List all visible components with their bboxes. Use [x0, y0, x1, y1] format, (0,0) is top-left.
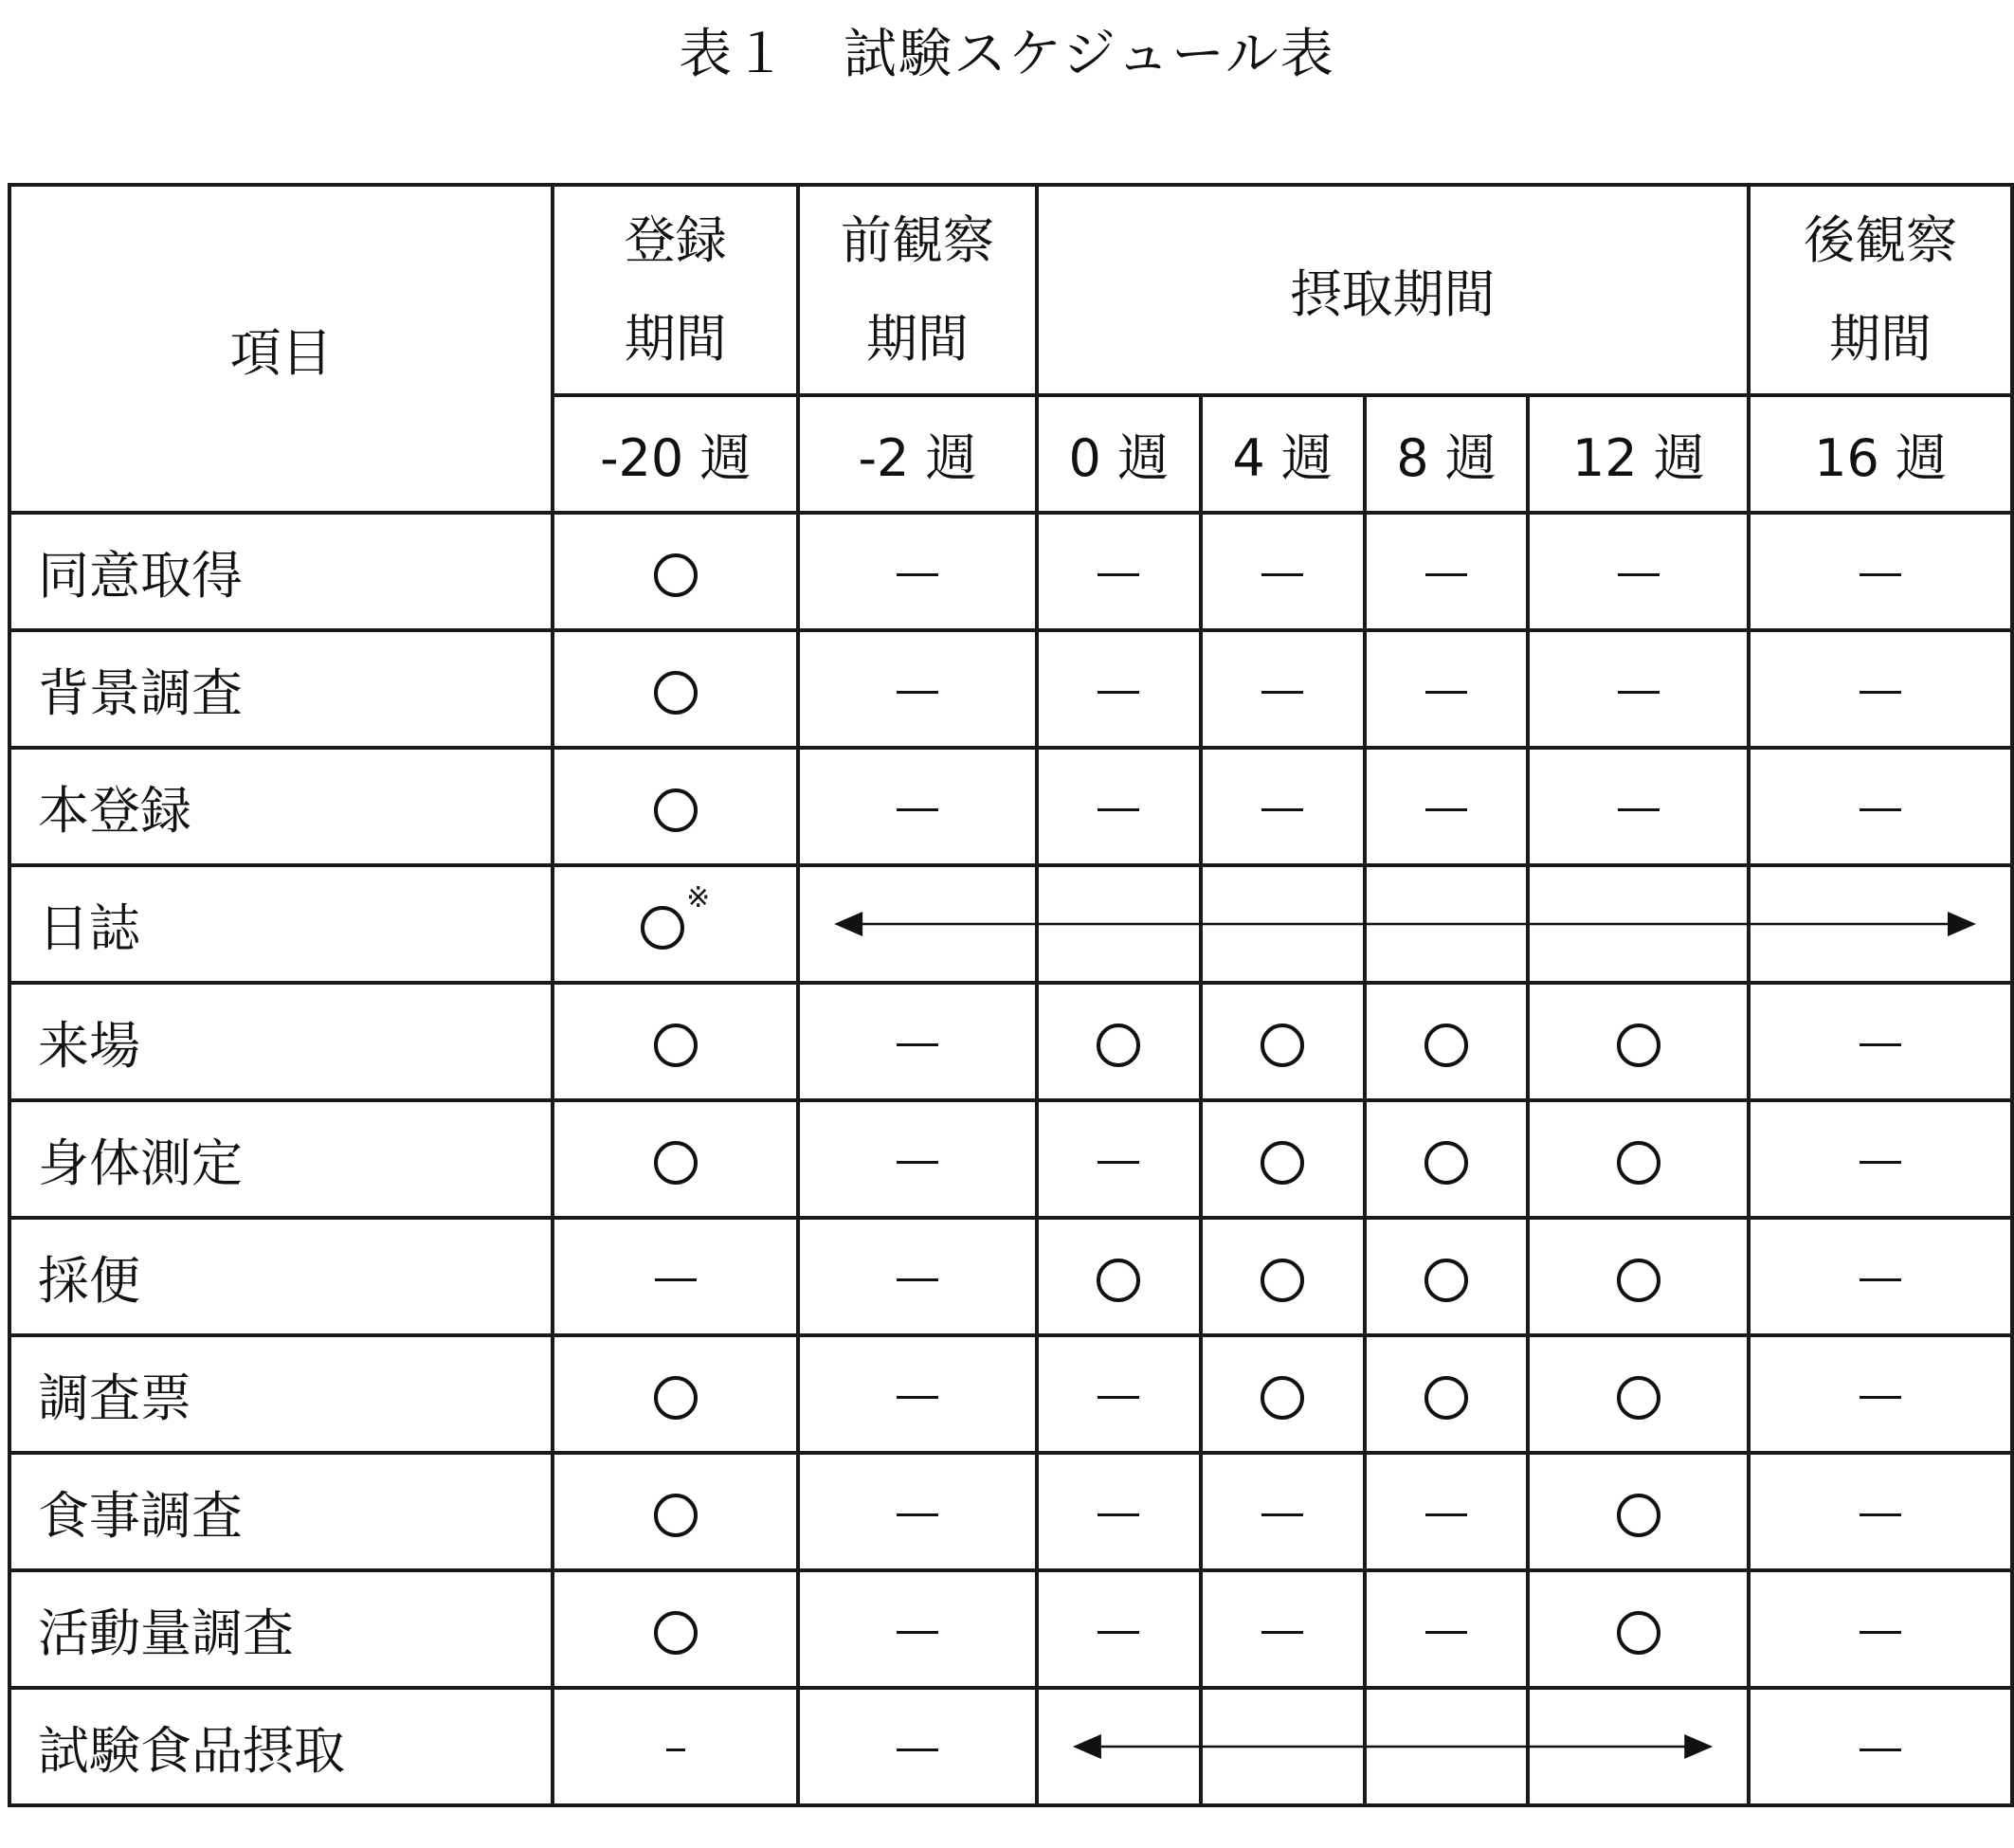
schedule-cell [1528, 1100, 1749, 1218]
schedule-cell [1749, 1335, 2012, 1453]
dash-mark-icon [897, 1396, 938, 1399]
schedule-cell [553, 513, 798, 630]
schedule-cell [553, 1570, 798, 1688]
header-week: 12 週 [1528, 395, 1749, 513]
schedule-cell [1528, 865, 1749, 983]
schedule-cell [553, 865, 798, 983]
schedule-cell [1037, 513, 1201, 630]
schedule-cell [1528, 983, 1749, 1100]
dash-mark-icon [1425, 808, 1467, 811]
schedule-cell [553, 1688, 798, 1805]
schedule-cell [1365, 1688, 1529, 1805]
circle-mark-icon [1424, 1259, 1468, 1302]
header-period-pre-observation [798, 185, 1037, 395]
dash-mark-icon [1425, 1513, 1467, 1516]
schedule-cell [1365, 1570, 1529, 1688]
header-period-line: 前観察 [841, 210, 995, 270]
schedule-cell [1201, 983, 1365, 1100]
circle-mark-icon [654, 1494, 698, 1537]
row-label: 調査票 [9, 1335, 553, 1453]
circle-mark-icon [1424, 1141, 1468, 1185]
row-label: 採便 [9, 1218, 553, 1335]
schedule-cell [553, 748, 798, 865]
row-label: 来場 [9, 983, 553, 1100]
schedule-cell [1749, 1100, 2012, 1218]
schedule-cell [1365, 1335, 1529, 1453]
circle-mark-icon [654, 788, 698, 832]
circle-mark-icon [1261, 1259, 1304, 1302]
circle-mark-icon [1097, 1024, 1140, 1067]
schedule-cell [798, 630, 1037, 748]
header-period-line: 期間 [1829, 309, 1932, 369]
header-period-intake [1037, 185, 1749, 395]
dash-mark-icon [1425, 1631, 1467, 1634]
header-period-line: 摂取期間 [1290, 263, 1496, 324]
dash-mark-icon [1860, 1278, 1901, 1281]
dash-mark-icon [1261, 1513, 1303, 1516]
dash-mark-icon [1860, 1161, 1901, 1164]
dash-mark-icon [1860, 573, 1901, 576]
schedule-cell [553, 1218, 798, 1335]
schedule-cell [1037, 865, 1201, 983]
schedule-cell [798, 1570, 1037, 1688]
header-week: -2 週 [798, 395, 1037, 513]
circle-mark-icon [1261, 1141, 1304, 1185]
schedule-cell [1201, 1100, 1365, 1218]
schedule-cell [553, 630, 798, 748]
circle-mark-icon [654, 1024, 698, 1067]
schedule-cell [1365, 748, 1529, 865]
dash-mark-icon [897, 1513, 938, 1516]
dash-mark-icon [1261, 691, 1303, 694]
table-row [9, 630, 2012, 748]
schedule-cell [798, 983, 1037, 1100]
table-row [9, 983, 2012, 1100]
dash-mark-icon [1098, 1631, 1139, 1634]
row-label: 背景調査 [9, 630, 553, 748]
schedule-cell [1201, 748, 1365, 865]
header-week: 16 週 [1749, 395, 2012, 513]
dash-mark-icon [897, 1278, 938, 1281]
schedule-cell [798, 1335, 1037, 1453]
schedule-cell [1201, 630, 1365, 748]
schedule-cell [1037, 1218, 1201, 1335]
schedule-cell [1037, 1453, 1201, 1570]
header-week: -20 週 [553, 395, 798, 513]
dash-mark-icon [1261, 808, 1303, 811]
circle-mark-icon [1097, 1259, 1140, 1302]
schedule-cell [1365, 983, 1529, 1100]
schedule-cell [798, 865, 1037, 983]
schedule-cell [1749, 1453, 2012, 1570]
row-label: 食事調査 [9, 1453, 553, 1570]
schedule-cell [1037, 630, 1201, 748]
dash-mark-icon [1098, 1513, 1139, 1516]
schedule-cell [1201, 1335, 1365, 1453]
dash-mark-icon [1860, 1631, 1901, 1634]
circle-mark-icon [1617, 1141, 1660, 1185]
schedule-cell [1037, 1100, 1201, 1218]
schedule-cell [553, 1453, 798, 1570]
dash-mark-icon [1425, 573, 1467, 576]
circle-mark-icon [1617, 1024, 1660, 1067]
dash-mark-icon [1618, 808, 1660, 811]
schedule-cell [798, 513, 1037, 630]
dash-mark-icon [897, 573, 938, 576]
row-label: 活動量調査 [9, 1570, 553, 1688]
schedule-cell [1749, 865, 2012, 983]
table-row [9, 748, 2012, 865]
dash-mark-icon [1860, 1748, 1901, 1751]
schedule-cell [1749, 748, 2012, 865]
schedule-cell [553, 1100, 798, 1218]
schedule-cell [1201, 513, 1365, 630]
schedule-cell [798, 1218, 1037, 1335]
note-mark: ※ [686, 880, 711, 915]
circle-mark-icon [1261, 1376, 1304, 1420]
table-row [9, 513, 2012, 630]
schedule-cell [1749, 1570, 2012, 1688]
circle-mark-icon [1261, 1024, 1304, 1067]
table-row [9, 1570, 2012, 1688]
schedule-cell [1365, 1453, 1529, 1570]
header-item-cell [9, 185, 553, 513]
table-title: 表１ 試験スケジュール表 [679, 24, 1335, 85]
schedule-table [8, 183, 2014, 1807]
schedule-cell [1749, 630, 2012, 748]
schedule-cell [1037, 1335, 1201, 1453]
dash-mark-icon [666, 1748, 685, 1751]
schedule-cell [1365, 513, 1529, 630]
schedule-cell [1201, 1688, 1365, 1805]
schedule-cell [1201, 865, 1365, 983]
circle-mark-icon [654, 671, 698, 715]
dash-mark-icon [1860, 808, 1901, 811]
schedule-cell [1037, 748, 1201, 865]
dash-mark-icon [1860, 691, 1901, 694]
circle-mark-icon [1617, 1376, 1660, 1420]
dash-mark-icon [1098, 808, 1139, 811]
schedule-cell [1201, 1218, 1365, 1335]
dash-mark-icon [1860, 1043, 1901, 1046]
schedule-cell [1365, 1218, 1529, 1335]
schedule-cell [1528, 513, 1749, 630]
schedule-cell [1037, 983, 1201, 1100]
header-period-registration [553, 185, 798, 395]
dash-mark-icon [1261, 573, 1303, 576]
dash-mark-icon [897, 1631, 938, 1634]
dash-mark-icon [1098, 1396, 1139, 1399]
table-row [9, 1218, 2012, 1335]
dash-mark-icon [1618, 573, 1660, 576]
table-row [9, 1688, 2012, 1805]
circle-mark-icon [654, 1611, 698, 1655]
schedule-cell [798, 748, 1037, 865]
circle-mark-icon [654, 1376, 698, 1420]
schedule-cell [1528, 1570, 1749, 1688]
circle-mark-icon [654, 553, 698, 597]
header-period-line: 期間 [624, 309, 727, 369]
schedule-cell [1365, 865, 1529, 983]
dash-mark-icon [1860, 1513, 1901, 1516]
header-week: 0 週 [1037, 395, 1201, 513]
table-row [9, 865, 2012, 983]
schedule-cell [1749, 1688, 2012, 1805]
circle-mark-icon [1424, 1376, 1468, 1420]
dash-mark-icon [897, 1748, 938, 1751]
dash-mark-icon [897, 1161, 938, 1164]
dash-mark-icon [1618, 691, 1660, 694]
dash-mark-icon [1261, 1631, 1303, 1634]
header-week: 4 週 [1201, 395, 1365, 513]
dash-mark-icon [1425, 691, 1467, 694]
schedule-cell [553, 983, 798, 1100]
schedule-cell [1201, 1453, 1365, 1570]
schedule-cell [553, 1335, 798, 1453]
schedule-cell [1528, 1335, 1749, 1453]
schedule-cell [1528, 1688, 1749, 1805]
dash-mark-icon [897, 691, 938, 694]
table-row [9, 1453, 2012, 1570]
schedule-cell [798, 1100, 1037, 1218]
row-label: 試験食品摂取 [9, 1688, 553, 1805]
header-period-line: 後観察 [1804, 210, 1958, 270]
schedule-cell [1037, 1688, 1201, 1805]
schedule-cell [1528, 748, 1749, 865]
schedule-cell [1201, 1570, 1365, 1688]
table-row [9, 1335, 2012, 1453]
row-label: 同意取得 [9, 513, 553, 630]
schedule-cell [1365, 630, 1529, 748]
schedule-cell [1365, 1100, 1529, 1218]
circle-mark-icon [1617, 1494, 1660, 1537]
header-row-periods [9, 185, 2012, 395]
dash-mark-icon [897, 808, 938, 811]
dash-mark-icon [1860, 1396, 1901, 1399]
row-label: 身体測定 [9, 1100, 553, 1218]
header-period-post-observation [1749, 185, 2012, 395]
circle-mark-icon [641, 906, 684, 950]
row-label: 日誌 [9, 865, 553, 983]
schedule-cell [1749, 1218, 2012, 1335]
schedule-cell [1749, 513, 2012, 630]
dash-mark-icon [897, 1043, 938, 1046]
circle-mark-icon [654, 1141, 698, 1185]
dash-mark-icon [655, 1278, 697, 1281]
schedule-cell [1528, 630, 1749, 748]
schedule-cell [798, 1453, 1037, 1570]
row-label: 本登録 [9, 748, 553, 865]
header-period-line: 登録 [624, 210, 727, 270]
circle-mark-icon [1617, 1259, 1660, 1302]
header-period-line: 期間 [866, 309, 970, 369]
dash-mark-icon [1098, 573, 1139, 576]
circle-mark-icon [1424, 1024, 1468, 1067]
dash-mark-icon [1098, 691, 1139, 694]
circle-mark-icon [1617, 1611, 1660, 1655]
schedule-cell [1749, 983, 2012, 1100]
dash-mark-icon [1098, 1161, 1139, 1164]
header-item-label: 項目 [229, 322, 333, 383]
schedule-cell [798, 1688, 1037, 1805]
header-week: 8 週 [1365, 395, 1529, 513]
schedule-cell [1528, 1453, 1749, 1570]
schedule-cell [1037, 1570, 1201, 1688]
schedule-cell [1528, 1218, 1749, 1335]
table-row [9, 1100, 2012, 1218]
